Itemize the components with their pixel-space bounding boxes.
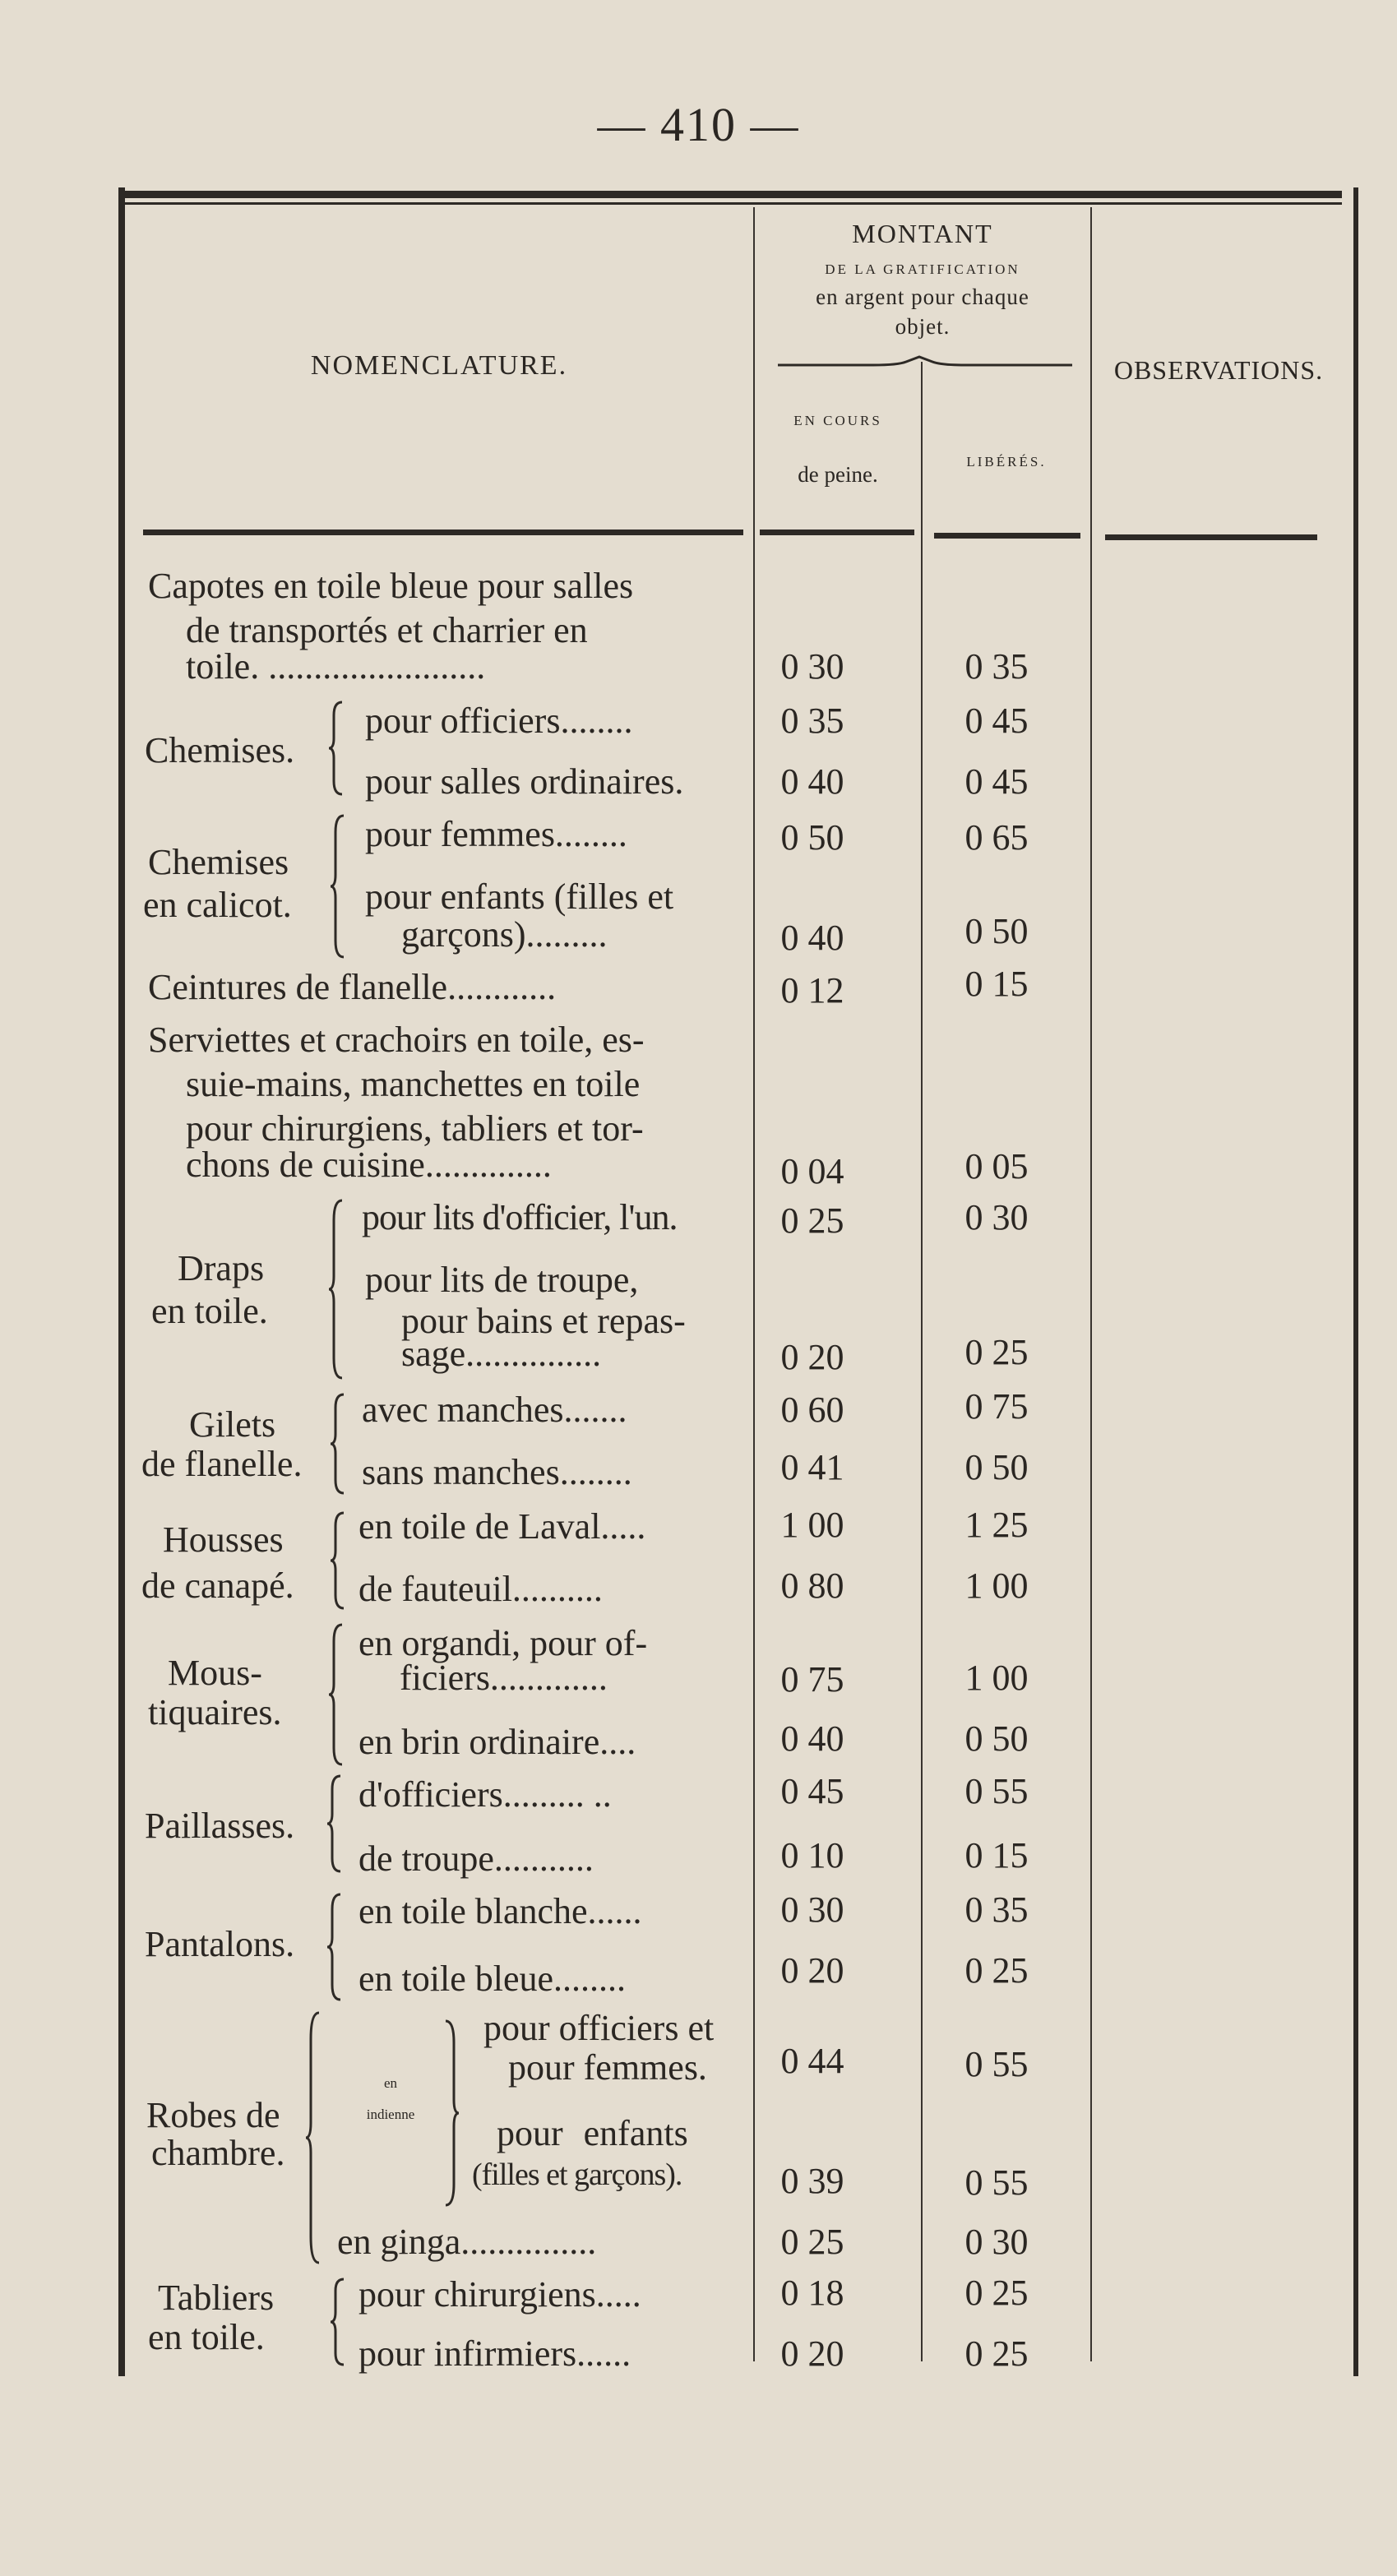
header-montant: MONTANT: [852, 219, 993, 248]
liberes-value: 1 00: [964, 1658, 1029, 1698]
liberes-value: 0 30: [964, 1197, 1029, 1237]
liberes-value: 0 35: [964, 646, 1029, 687]
liberes-value: 0 35: [964, 1889, 1029, 1930]
en-cours-value: 0 80: [780, 1565, 844, 1606]
category-chemises-calicot-line2: en calicot.: [143, 885, 292, 925]
category-gilets-line1: Gilets: [189, 1404, 276, 1445]
item-serviettes-line4: chons de cuisine..............: [186, 1145, 552, 1185]
liberes-value: 0 15: [964, 964, 1029, 1004]
brace-icon: [329, 1391, 349, 1496]
category-draps-line2: en toile.: [151, 1291, 268, 1331]
item-robes-enfants-line1: pour enfants: [497, 2113, 688, 2153]
item-capotes-line3: toile. ........................: [186, 646, 486, 687]
item-gilets-avec: avec manches.......: [362, 1390, 627, 1430]
brace-icon: [327, 699, 347, 798]
en-cours-value: 0 40: [780, 918, 844, 958]
en-cours-value: 0 12: [780, 970, 844, 1011]
liberes-value: 0 50: [964, 1447, 1029, 1487]
category-tabliers-line2: en toile.: [148, 2317, 265, 2357]
liberes-value: 0 30: [964, 2222, 1029, 2262]
liberes-value: 0 55: [964, 2162, 1029, 2203]
item-robes-enfants-line2: (filles et garçons).: [472, 2157, 682, 2192]
category-housses-line2: de canapé.: [141, 1565, 294, 1606]
en-cours-value: 0 75: [780, 1659, 844, 1700]
category-paillasses: Paillasses.: [145, 1806, 295, 1846]
item-chemises-officiers: pour officiers........: [365, 701, 633, 741]
robes-sub-indienne: indienne: [366, 2107, 415, 2122]
item-gilets-sans: sans manches........: [362, 1452, 632, 1492]
header-en-cours: EN COURS: [793, 413, 882, 428]
item-chemises-enfants-line1: pour enfants (filles et: [365, 876, 674, 917]
en-cours-value: 0 20: [780, 1337, 844, 1377]
en-cours-value: 0 30: [780, 1889, 844, 1930]
header-argent-line1: en argent pour chaque: [816, 284, 1029, 309]
item-moustiquaires-organdi-line2: ficiers.............: [400, 1658, 608, 1698]
page-number: — 410 —: [597, 98, 800, 151]
en-cours-value: 0 39: [780, 2161, 844, 2201]
header-liberes: LIBÉRÉS.: [966, 454, 1047, 469]
liberes-value: 0 25: [964, 1332, 1029, 1372]
liberes-value: 0 55: [964, 1771, 1029, 1811]
item-draps-troupe-line2: pour bains et repas-: [401, 1301, 686, 1341]
item-robes-officiers-line2: pour femmes.: [508, 2047, 707, 2088]
category-tabliers-line1: Tabliers: [158, 2278, 275, 2318]
table-top-rule-thin: [125, 202, 1342, 205]
liberes-value: 0 65: [964, 817, 1029, 858]
en-cours-value: 0 40: [780, 761, 844, 802]
header-rule: [1105, 534, 1317, 540]
liberes-value: 0 50: [964, 911, 1029, 951]
en-cours-value: 0 18: [780, 2273, 844, 2313]
item-robes-officiers-line1: pour officiers et: [483, 2008, 715, 2048]
liberes-value: 0 45: [964, 701, 1029, 741]
liberes-value: 0 55: [964, 2044, 1029, 2084]
header-nomenclature: NOMENCLATURE.: [310, 350, 568, 381]
en-cours-value: 0 20: [780, 1950, 844, 1991]
header-rule: [143, 530, 743, 535]
header-rule: [760, 530, 914, 535]
brace-icon: [326, 1773, 345, 1875]
brace-icon: [329, 812, 349, 960]
category-pantalons: Pantalons.: [145, 1924, 295, 1964]
header-brace-rule: [775, 354, 1076, 373]
en-cours-value: 0 40: [780, 1718, 844, 1759]
liberes-value: 0 50: [964, 1718, 1029, 1759]
category-chemises-calicot-line1: Chemises: [148, 842, 289, 882]
category-moustiquaires-line1: Mous-: [168, 1653, 262, 1693]
item-draps-officier: pour lits d'officier, l'un.: [362, 1197, 678, 1237]
category-chemises: Chemises.: [145, 730, 295, 770]
item-paillasses-troupe: de troupe...........: [359, 1838, 594, 1879]
en-cours-value: 0 50: [780, 817, 844, 858]
column-rule: [753, 207, 755, 2361]
header-rule: [934, 533, 1080, 539]
liberes-value: 0 45: [964, 761, 1029, 802]
brace-icon: [327, 1197, 347, 1381]
item-chemises-salles: pour salles ordinaires.: [365, 761, 684, 802]
brace-icon: [441, 2018, 460, 2208]
item-paillasses-officiers: d'officiers......... ..: [359, 1774, 612, 1815]
en-cours-value: 0 25: [780, 2222, 844, 2262]
item-pantalons-blanche: en toile blanche......: [359, 1891, 642, 1931]
liberes-value: 0 25: [964, 1950, 1029, 1991]
table-top-rule: [125, 191, 1342, 198]
item-tabliers-chirurgiens: pour chirurgiens.....: [359, 2274, 641, 2315]
item-pantalons-bleue: en toile bleue........: [359, 1959, 627, 1999]
item-chemises-enfants-line2: garçons).........: [401, 914, 608, 955]
category-robes-line2: chambre.: [151, 2133, 285, 2173]
column-rule: [921, 362, 923, 2361]
item-housses-laval: en toile de Laval.....: [359, 1506, 646, 1547]
brace-icon: [326, 1891, 345, 2003]
robes-sub-en: en: [383, 2075, 398, 2091]
brace-icon: [329, 1510, 349, 1612]
item-serviettes-line3: pour chirurgiens, tabliers et tor-: [186, 1108, 644, 1149]
liberes-value: 1 00: [964, 1565, 1029, 1606]
brace-icon: [304, 2009, 324, 2266]
liberes-value: 0 75: [964, 1386, 1029, 1427]
item-robes-ginga: en ginga...............: [337, 2222, 597, 2262]
en-cours-value: 0 41: [780, 1447, 844, 1487]
category-gilets-line2: de flanelle.: [141, 1444, 303, 1484]
category-moustiquaires-line2: tiquaires.: [148, 1692, 282, 1732]
item-serviettes-line1: Serviettes et crachoirs en toile, es-: [148, 1020, 645, 1060]
en-cours-value: 1 00: [780, 1505, 844, 1545]
liberes-value: 0 05: [964, 1146, 1029, 1186]
en-cours-value: 0 45: [780, 1771, 844, 1811]
en-cours-value: 0 30: [780, 646, 844, 687]
category-robes-line1: Robes de: [146, 2095, 280, 2135]
en-cours-value: 0 44: [780, 2041, 844, 2081]
item-moustiquaires-brin: en brin ordinaire....: [359, 1722, 636, 1762]
category-housses-line1: Housses: [163, 1519, 284, 1560]
item-chemises-femmes: pour femmes........: [365, 814, 627, 854]
header-de-peine: de peine.: [798, 462, 878, 487]
liberes-value: 1 25: [964, 1505, 1029, 1545]
en-cours-value: 0 25: [780, 1200, 844, 1241]
item-serviettes-line2: suie-mains, manchettes en toile: [186, 1064, 641, 1104]
en-cours-value: 0 10: [780, 1835, 844, 1875]
item-housses-fauteuil: de fauteuil..........: [359, 1569, 603, 1609]
header-gratification: DE LA GRATIFICATION: [825, 261, 1020, 277]
category-draps-line1: Draps: [178, 1248, 265, 1288]
liberes-value: 0 15: [964, 1835, 1029, 1875]
item-capotes-line2: de transportés et charrier en: [186, 610, 588, 650]
header-observations: OBSERVATIONS.: [1113, 355, 1324, 385]
item-capotes-line1: Capotes en toile bleue pour salles: [148, 566, 634, 606]
item-tabliers-infirmiers: pour infirmiers......: [359, 2333, 631, 2374]
liberes-value: 0 25: [964, 2333, 1029, 2374]
column-rule: [1090, 207, 1092, 2361]
item-ceintures: Ceintures de flanelle............: [148, 967, 557, 1007]
en-cours-value: 0 35: [780, 701, 844, 741]
header-argent-line2: objet.: [895, 314, 951, 339]
item-moustiquaires-organdi-line1: en organdi, pour of-: [359, 1623, 648, 1663]
brace-icon: [327, 1621, 347, 1768]
liberes-value: 0 25: [964, 2273, 1029, 2313]
en-cours-value: 0 20: [780, 2333, 844, 2374]
item-draps-troupe-line3: sage...............: [401, 1334, 602, 1374]
en-cours-value: 0 04: [780, 1151, 844, 1191]
brace-icon: [329, 2276, 349, 2368]
item-draps-troupe-line1: pour lits de troupe,: [365, 1260, 639, 1300]
en-cours-value: 0 60: [780, 1390, 844, 1430]
